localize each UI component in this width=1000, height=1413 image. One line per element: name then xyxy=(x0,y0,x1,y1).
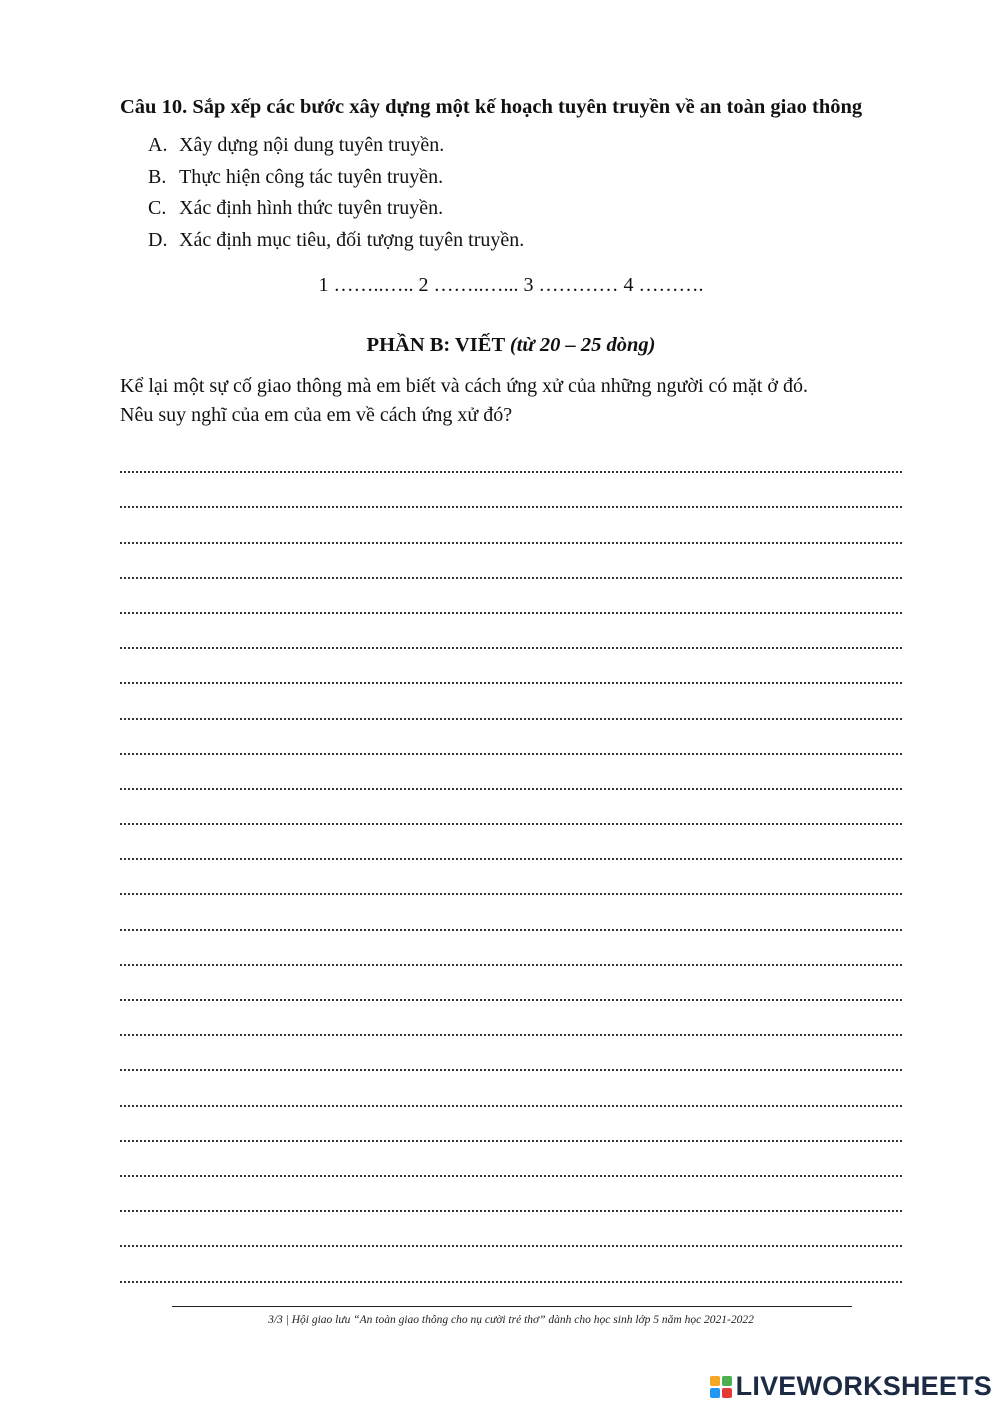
answer-line xyxy=(120,669,902,704)
answer-line xyxy=(120,634,902,669)
writing-prompt xyxy=(120,372,808,430)
answer-line xyxy=(120,740,902,775)
option-letter: B. xyxy=(148,165,167,188)
answer-line xyxy=(120,1267,902,1302)
option-letter: D. xyxy=(148,228,168,251)
option-letter: A. xyxy=(148,134,168,156)
option-d xyxy=(148,226,524,258)
prompt-line-2: Nêu suy nghĩ của em của em về cách ứng xử đó? xyxy=(120,404,513,426)
question-10-title: Câu 10. Sắp xếp các bước xây dựng một kế hoạch tuyên truyền về an toàn giao thông xyxy=(120,96,863,118)
answer-line xyxy=(120,1162,902,1197)
answer-line xyxy=(120,458,902,493)
liveworksheets-brand xyxy=(710,1373,992,1400)
answer-line xyxy=(120,1197,902,1232)
answer-line xyxy=(120,915,902,950)
option-text: Xác định mục tiêu, đối tượng tuyên truyền. xyxy=(179,228,525,251)
option-letter: C. xyxy=(148,197,167,219)
section-b-title: PHẦN B: VIẾT xyxy=(366,334,505,356)
answer-line xyxy=(120,1056,902,1091)
logo-square xyxy=(722,1376,732,1386)
liveworksheets-logo-icon xyxy=(710,1376,732,1398)
section-b-note: (từ 20 – 25 dòng) xyxy=(509,334,656,356)
option-text: Thực hiện công tác tuyên truyền. xyxy=(179,165,444,188)
answer-line xyxy=(120,845,902,880)
answer-line xyxy=(120,564,902,599)
logo-square xyxy=(710,1376,720,1386)
footer-text: 3/3 | Hội giao lưu “An toàn giao thông cho nụ cười trẻ thơ” dành cho học sinh lớp 5 năm học 2021-2022 xyxy=(268,1314,754,1326)
option-b xyxy=(148,163,524,195)
section-b-heading xyxy=(0,334,1000,357)
answer-line xyxy=(120,704,902,739)
answer-line xyxy=(120,1021,902,1056)
answer-line xyxy=(120,1091,902,1126)
footer-divider xyxy=(172,1306,852,1307)
answer-line xyxy=(120,1232,902,1267)
answer-line xyxy=(120,528,902,563)
option-text: Xây dựng nội dung tuyên truyền. xyxy=(179,134,445,156)
logo-square xyxy=(710,1388,720,1398)
brand-name: LIVEWORKSHEETS xyxy=(735,1371,992,1401)
answer-line xyxy=(120,493,902,528)
answer-line xyxy=(120,880,902,915)
answer-line xyxy=(120,599,902,634)
order-answer-line: 1 ……..….. 2 ……..…... 3 ………… 4 ………. xyxy=(318,274,704,296)
answer-line xyxy=(120,775,902,810)
option-c xyxy=(148,194,524,226)
logo-square xyxy=(722,1388,732,1398)
answer-line xyxy=(120,951,902,986)
answer-writing-area xyxy=(120,458,902,1303)
answer-options xyxy=(148,131,524,257)
option-a xyxy=(148,131,524,163)
answer-line xyxy=(120,810,902,845)
prompt-line-1: Kể lại một sự cố giao thông mà em biết và cách ứng xử của những người có mặt ở đó. xyxy=(120,375,808,397)
answer-line xyxy=(120,1127,902,1162)
option-text: Xác định hình thức tuyên truyền. xyxy=(179,197,444,219)
answer-line xyxy=(120,986,902,1021)
